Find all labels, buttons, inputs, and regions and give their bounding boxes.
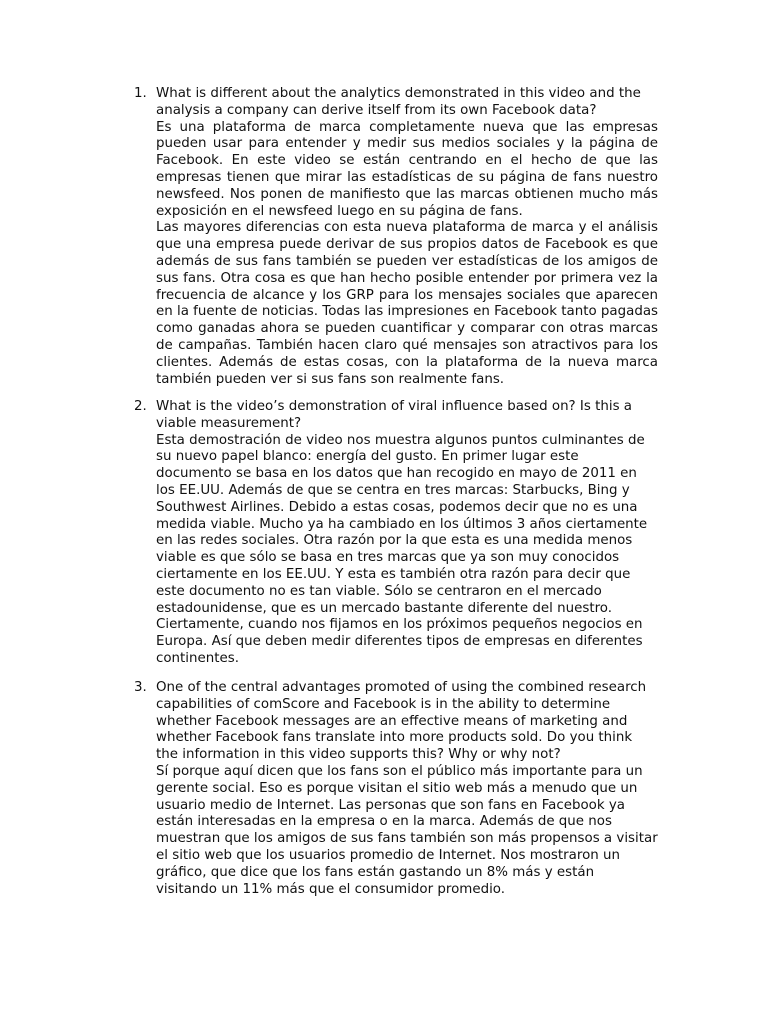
question-number: 2.	[134, 399, 147, 414]
question-text: One of the central advantages promoted of using the combined research capabilities of comScore and Facebook is in the ability to determine whether Facebook messages are an effective means of marketing and whether Facebook fans translate into more products sold. Do you think the information in this video supports this? Why or why not?	[156, 680, 647, 763]
answer-paragraph: Esta demostración de video nos muestra algunos puntos culminantes de su nuevo papel blanco: energía del gusto. En primer lugar este documento se basa en los datos que han recogido en mayo de 2011 en los EE.UU. Además de que se centra en tres marcas: Starbucks, Bing y Southwest Airlines. Debido a estas cosas, podemos decir que no es una medida viable. Mucho ya ha cambiado en los últimos 3 años ciertamente en las redes sociales. Otra razón por la que esta es una medida menos viable es que sólo se basa en tres marcas que ya son muy conocidos ciertamente en los EE.UU. Y esta es también otra razón para decir que este documento no es tan viable. Sólo se centraron en el mercado estadounidense, que es un mercado bastante diferente del nuestro. Ciertamente, cuando nos fijamos en los próximos pequeños negocios en Europa. Así que deben medir diferentes tipos de empresas en diferentes continentes.	[156, 432, 648, 666]
answer-text	[156, 120, 658, 389]
answer-paragraph: Sí porque aquí dicen que los fans son el público más importante para un gerente social. Eso es porque visitan el sitio web más a menudo que un usuario medio de Internet. Las personas que son fans en Facebook ya están interesadas en la empresa o en la marca. Además de que nos muestran que los amigos de sus fans también son más propensos a visitar el sitio web que los usuarios promedio de Internet. Nos mostraron un gráfico, que dice que los fans están gastando un 8% más y están visitando un 11% más que el consumidor promedio.	[156, 763, 658, 897]
answer-paragraph: Es una plataforma de marca completamente nueva que las empresas pueden usar para entender y medir sus medios sociales y la página de Facebook. En este video se están centrando en el hecho de que las empresas tienen que mirar las estadísticas de su página de fans nuestro newsfeed. Nos ponen de manifiesto que las marcas obtienen mucho más exposición en el newsfeed luego en su página de fans.	[156, 119, 658, 219]
question-number: 3.	[134, 680, 147, 695]
answer-text	[156, 433, 658, 668]
answer-text	[156, 764, 658, 898]
question-item-1	[134, 86, 658, 388]
answer-paragraph: Las mayores diferencias con esta nueva plataforma de marca y el análisis que una empresa puede derivar de sus propios datos de Facebook es que además de sus fans también se pueden ver estadísticas de los amigos de sus fans. Otra cosa es que han hecho posible entender por primera vez la frecuencia de alcance y los GRP para los mensajes sociales que aparecen en la fuente de noticias. Todas las impresiones en Facebook tanto pagadas como ganadas ahora se pueden cuantificar y comparar con otras marcas de campañas. También hacen claro qué mensajes son atractivos para los clientes. Además de estas cosas, con la plataforma de la nueva marca también pueden ver si sus fans son realmente fans.	[156, 220, 658, 387]
question-item-2	[134, 399, 658, 668]
question-item-3	[134, 680, 658, 898]
question-number: 1.	[134, 86, 147, 101]
question-text: What is the video’s demonstration of viral influence based on? Is this a viable measurement?	[156, 399, 633, 431]
question-text: What is different about the analytics demonstrated in this video and the analysis a company can derive itself from its own Facebook data?	[156, 86, 641, 118]
